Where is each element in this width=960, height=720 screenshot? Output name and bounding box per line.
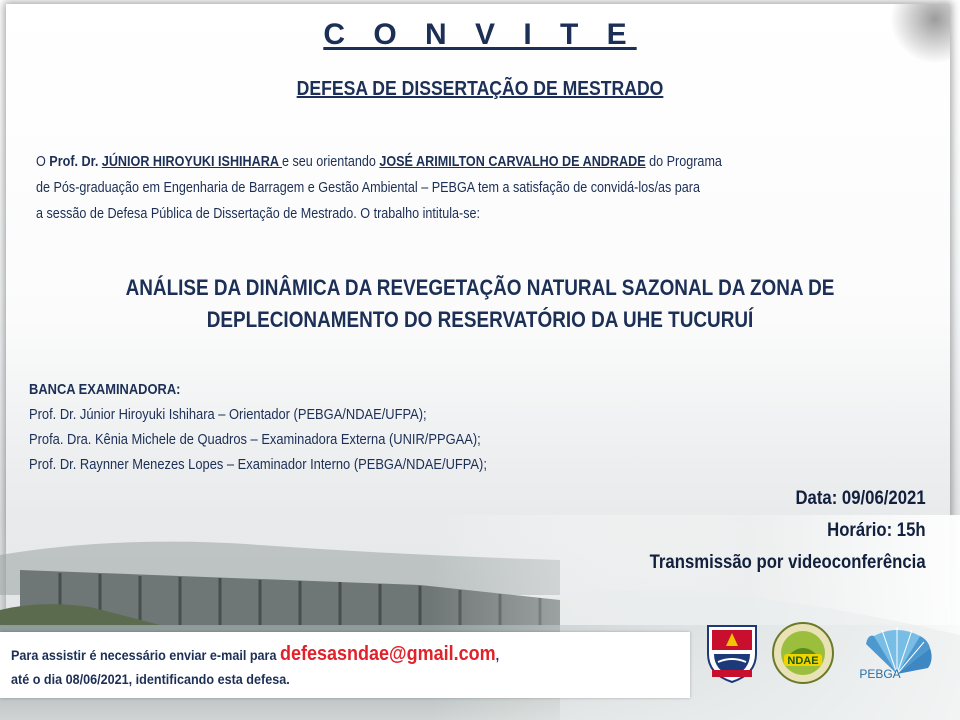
thesis-title-line-2: DEPLECIONAMENTO DO RESERVATÓRIO DA UHE TUCURUÍ xyxy=(206,307,754,332)
intro-line-1 xyxy=(36,149,926,175)
intro-text: do Programa xyxy=(645,153,722,170)
board-member: Profa. Dra. Kênia Michele de Quadros – Examinadora Externa (UNIR/PPGAA); xyxy=(29,431,481,448)
notice-text: , xyxy=(495,647,500,663)
ufpa-crest-logo xyxy=(700,620,764,686)
defense-time: Horário: 15h xyxy=(827,520,926,541)
student-name: JOSÉ ARIMILTON CARVALHO DE ANDRADE xyxy=(379,153,646,170)
ndae-logo-text: NDAE xyxy=(787,655,819,667)
pebga-logo xyxy=(852,622,942,682)
intro-text: e seu orientando xyxy=(281,153,380,170)
ndae-logo xyxy=(770,620,836,686)
defense-date: Data: 09/06/2021 xyxy=(795,488,926,509)
transmission-mode: Transmissão por videoconferência xyxy=(650,552,926,573)
notice-line-1 xyxy=(11,642,695,667)
intro-line-2: de Pós-graduação em Engenharia de Barragem e Gestão Ambiental – PEBGA tem a satisfação de convidá-los/as para xyxy=(36,179,700,196)
schedule-block xyxy=(650,483,926,579)
board-member: Prof. Dr. Raynner Menezes Lopes – Examinador Interno (PEBGA/NDAE/UFPA); xyxy=(29,456,487,473)
examining-board xyxy=(29,377,683,477)
intro-text: O xyxy=(36,153,50,170)
intro-line-3: a sessão de Defesa Pública de Dissertação de Mestrado. O trabalho intitula-se: xyxy=(36,205,481,222)
thesis-title xyxy=(67,272,893,336)
attendance-notice xyxy=(0,632,690,698)
contact-email-link[interactable]: defesasndae@gmail.com xyxy=(279,643,496,665)
event-subtitle: DEFESA DE DISSERTAÇÃO DE MESTRADO xyxy=(296,78,664,100)
notice-line-2: até o dia 08/06/2021, identificando esta defesa. xyxy=(11,671,290,687)
board-member: Prof. Dr. Júnior Hiroyuki Ishihara – Orientador (PEBGA/NDAE/UFPA); xyxy=(29,406,427,423)
notice-text: Para assistir é necessário enviar e-mail para xyxy=(11,647,280,663)
prof-label: Prof. Dr. xyxy=(49,153,102,170)
thesis-title-line-1: ANÁLISE DA DINÂMICA DA REVEGETAÇÃO NATURAL SAZONAL DA ZONA DE xyxy=(125,275,835,300)
invitation-title: C O N V I T E xyxy=(323,18,637,51)
advisor-name: JÚNIOR HIROYUKI ISHIHARA xyxy=(101,153,282,170)
intro-paragraph xyxy=(36,149,926,227)
pebga-logo-text: PEBGA xyxy=(859,667,901,681)
examining-board-heading: BANCA EXAMINADORA: xyxy=(29,381,181,398)
